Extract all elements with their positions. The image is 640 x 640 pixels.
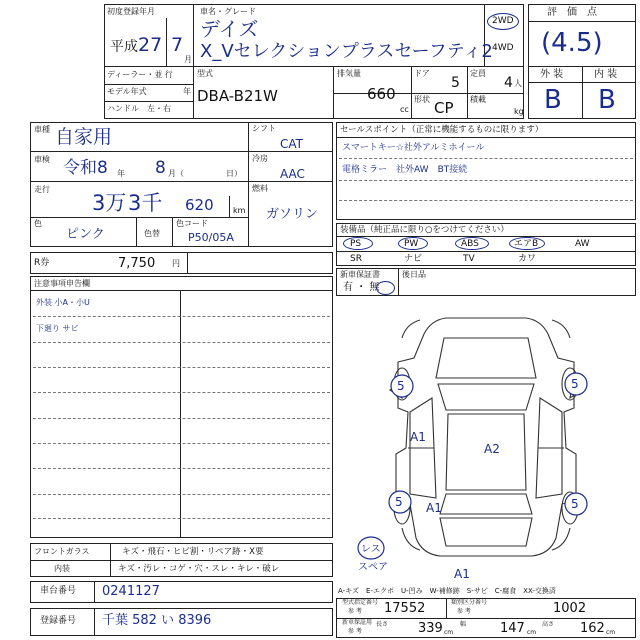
- divider: [172, 217, 173, 247]
- divider: [33, 316, 330, 317]
- recycle-block: [30, 252, 333, 274]
- mileage-rest: 620: [185, 196, 214, 214]
- equipment-abs: ABS: [461, 239, 479, 249]
- car-name-label: 車名・グレード: [200, 7, 256, 16]
- equipment-label: 装備品（純正品に限り○をつけてください）: [340, 225, 509, 235]
- width-value: 147: [500, 621, 525, 636]
- shape: CP: [434, 99, 454, 117]
- color: ピンク: [66, 227, 105, 242]
- spare-label: スペア: [358, 562, 388, 573]
- plate-number: 千葉 582 い 8396: [102, 613, 212, 628]
- displacement: 660: [367, 85, 396, 103]
- ac: AAC: [280, 167, 305, 181]
- divider: [110, 543, 111, 577]
- post-item-label: 後日品: [402, 270, 426, 279]
- inspection-month: 8: [155, 158, 166, 178]
- sales-point-line2: 電格ミラー 社外AW BT接続: [342, 165, 468, 175]
- divider: [528, 21, 636, 22]
- drive-2wd: 2WD: [492, 16, 514, 26]
- notes-line1: 外装 小A・小U: [36, 298, 90, 307]
- divider: [229, 196, 230, 217]
- mileage-label: 走行: [34, 185, 50, 194]
- load-unit: kg: [514, 107, 524, 116]
- length-value: 339: [418, 621, 443, 636]
- divider: [33, 518, 330, 519]
- front-glass-label: フロントガラス: [34, 547, 90, 556]
- divider: [136, 217, 137, 247]
- km-unit: km: [233, 206, 246, 215]
- drive-4wd: 4WD: [492, 43, 514, 53]
- tire-mark-front-left: 5: [397, 379, 405, 393]
- handle-label: ハンドル 左・右: [107, 104, 171, 113]
- inspection-month-unit: 月（: [168, 169, 184, 178]
- recycle-amount: 7,750: [118, 256, 156, 271]
- equipment-navi: ナビ: [404, 254, 423, 264]
- plate-label: 登録番号: [40, 616, 77, 626]
- interior-cond-value: キズ・汚レ・コゲ・穴・スレ・キレ・破レ: [118, 564, 280, 574]
- chassis-number: 0241127: [102, 584, 160, 599]
- divider: [30, 181, 248, 182]
- divider: [193, 4, 194, 66]
- class-number: 1002: [553, 601, 587, 616]
- tire-mark-front-right: 5: [571, 377, 579, 391]
- exterior-grade: B: [544, 85, 562, 115]
- rear-right-wheel-arch: [552, 528, 570, 550]
- equipment-leather: カワ: [518, 254, 537, 264]
- interior-grade: B: [598, 85, 616, 115]
- divider: [104, 101, 193, 102]
- car-body-diagram: [336, 298, 636, 580]
- divider: [582, 66, 583, 119]
- score-label: 評 価 点: [547, 7, 597, 18]
- load-label: 積載: [470, 95, 486, 104]
- tailgate-outline: [440, 518, 532, 546]
- capacity-unit: 人: [514, 79, 522, 88]
- warranty-circle: [376, 281, 395, 295]
- warranty-label: 新車保証書: [340, 270, 380, 279]
- damage-mark-left-side: A1: [410, 430, 426, 444]
- first-reg-label: 初度登録年月: [107, 7, 155, 16]
- warranty-value: 有 ・ 無: [343, 282, 380, 293]
- dealer-label: ディーラー・並 行: [107, 70, 173, 79]
- divider: [33, 392, 330, 393]
- reg-year: 27: [138, 34, 163, 56]
- shape-label: 形状: [414, 95, 430, 104]
- divider: [339, 180, 633, 181]
- divider: [33, 367, 330, 368]
- divider: [33, 468, 330, 469]
- notes-line2: 下廻り サビ: [36, 324, 79, 333]
- interior-label: 内 装: [594, 69, 618, 80]
- length-label: 長さ: [376, 621, 389, 628]
- divider: [33, 418, 330, 419]
- length-unit: cm: [444, 629, 454, 636]
- cc-unit: cc: [400, 105, 409, 114]
- divider: [339, 200, 633, 201]
- equipment-pw: PW: [404, 239, 419, 249]
- width-unit: cm: [527, 629, 537, 636]
- divider: [180, 290, 181, 538]
- rear-left-wheel-arch: [402, 528, 420, 550]
- car-name: デイズ: [200, 17, 259, 41]
- divider: [248, 122, 249, 247]
- divider: [333, 93, 524, 94]
- type-label: 型式: [197, 69, 213, 78]
- damage-legend: A-キズ E-エクボ U-凹み W-補修跡 S-サビ C-腐食 XX-交換済: [338, 587, 556, 595]
- divider: [446, 598, 447, 618]
- divider: [94, 581, 95, 603]
- damage-mark-left-rear: A1: [426, 501, 442, 515]
- class-label: 類別区分番号: [451, 599, 488, 606]
- inspection-day-unit: 日）: [226, 169, 242, 178]
- equipment-ps: PS: [350, 239, 362, 249]
- tire-mark-rear-right: 5: [571, 497, 579, 511]
- divider: [193, 66, 194, 119]
- capacity-label: 定員: [470, 69, 486, 78]
- color-label: 色: [34, 219, 42, 228]
- notes-label: 注意事項申告欄: [34, 279, 90, 288]
- divider: [30, 290, 333, 291]
- shift: CAT: [280, 137, 303, 151]
- divider: [33, 342, 330, 343]
- height-value: 162: [580, 621, 605, 636]
- damage-mark-roof: A2: [484, 442, 500, 456]
- divider: [94, 608, 95, 636]
- displacement-label: 排気量: [337, 69, 361, 78]
- model-year-label: モデル年式: [107, 87, 147, 96]
- door-label: ドア: [414, 69, 430, 78]
- type-cert-label: 型式指定番号: [342, 599, 379, 606]
- hood-outline: [436, 338, 536, 378]
- exterior-label: 外 装: [540, 69, 564, 80]
- class-ref: 参 考: [457, 608, 471, 615]
- equipment-aw: AW: [575, 239, 590, 249]
- type-cert-number: 17552: [384, 601, 426, 616]
- equipment-tv: TV: [463, 254, 475, 264]
- usage: 自家用: [55, 126, 113, 148]
- new-car-cert-ref: 参 考: [348, 628, 362, 635]
- inspection-era: 令和8: [63, 158, 108, 178]
- yen-unit: 円: [172, 259, 180, 268]
- height-label: 高さ: [542, 621, 555, 628]
- type-code: DBA-B21W: [197, 87, 278, 105]
- height-unit: cm: [606, 629, 616, 636]
- front-glass-value: キズ・飛石・ヒビ割・リペア跡・X要: [122, 547, 264, 557]
- divider: [104, 66, 524, 67]
- car-grade: X_Vセレクションプラスセーフティ2: [200, 41, 493, 62]
- color-code-label: 色コード: [176, 219, 208, 228]
- divider: [336, 251, 636, 252]
- divider: [30, 217, 248, 218]
- divider: [336, 236, 636, 237]
- front-right-wheel-arch: [552, 320, 570, 338]
- divider: [187, 252, 188, 274]
- divider: [33, 494, 330, 495]
- sales-points-label: セールスポイント（正常に機能するものに限ります）: [340, 125, 544, 135]
- new-car-cert-label: 新車保証用: [342, 619, 373, 626]
- inspection-label: 車検: [34, 155, 50, 164]
- divider: [248, 181, 333, 182]
- month-unit: 月: [184, 55, 192, 64]
- recycle-label: R券: [34, 258, 50, 268]
- reg-era: 平成: [110, 39, 138, 55]
- shift-label: シフト: [252, 124, 276, 133]
- tire-mark-rear-left: 5: [395, 495, 403, 509]
- equipment-sr: SR: [350, 254, 362, 264]
- ac-label: 冷房: [252, 154, 268, 163]
- equipment-airbag: エアB: [514, 239, 539, 249]
- mileage-man: 3万: [92, 191, 127, 215]
- usage-label: 車種: [34, 125, 50, 134]
- door-count: 5: [451, 75, 460, 91]
- divider: [166, 18, 167, 66]
- rear-window-outline: [440, 494, 532, 514]
- type-cert-ref: 参 考: [348, 608, 362, 615]
- width-label: 幅: [460, 621, 467, 628]
- divider: [339, 158, 633, 159]
- capacity: 4: [504, 75, 513, 91]
- divider: [30, 560, 333, 561]
- fuel-label: 燃料: [252, 184, 268, 193]
- divider: [398, 268, 399, 296]
- interior-cond-label: 内装: [54, 564, 70, 573]
- color-code: P50/05A: [188, 231, 234, 244]
- reg-month: 7: [171, 34, 184, 56]
- fuel: ガソリン: [266, 207, 319, 222]
- spare-less-label: レス: [361, 544, 381, 555]
- divider: [104, 84, 193, 85]
- divider: [336, 618, 636, 619]
- inspection-year-unit: 年: [117, 169, 125, 178]
- divider: [33, 443, 330, 444]
- divider: [30, 151, 248, 152]
- divider: [336, 137, 636, 138]
- mileage-sen: 3千: [128, 191, 163, 215]
- damage-mark-rear: A1: [454, 567, 470, 580]
- chassis-label: 車台番号: [40, 586, 77, 596]
- front-left-wheel-arch: [402, 320, 420, 338]
- windshield-outline: [438, 384, 534, 410]
- model-year-unit: 年: [183, 87, 191, 96]
- color-change-label: 色替: [144, 229, 160, 238]
- sales-point-line1: スマートキー☆社外アルミホイール: [342, 143, 485, 153]
- divider: [248, 151, 333, 152]
- overall-score: (4.5): [541, 28, 603, 58]
